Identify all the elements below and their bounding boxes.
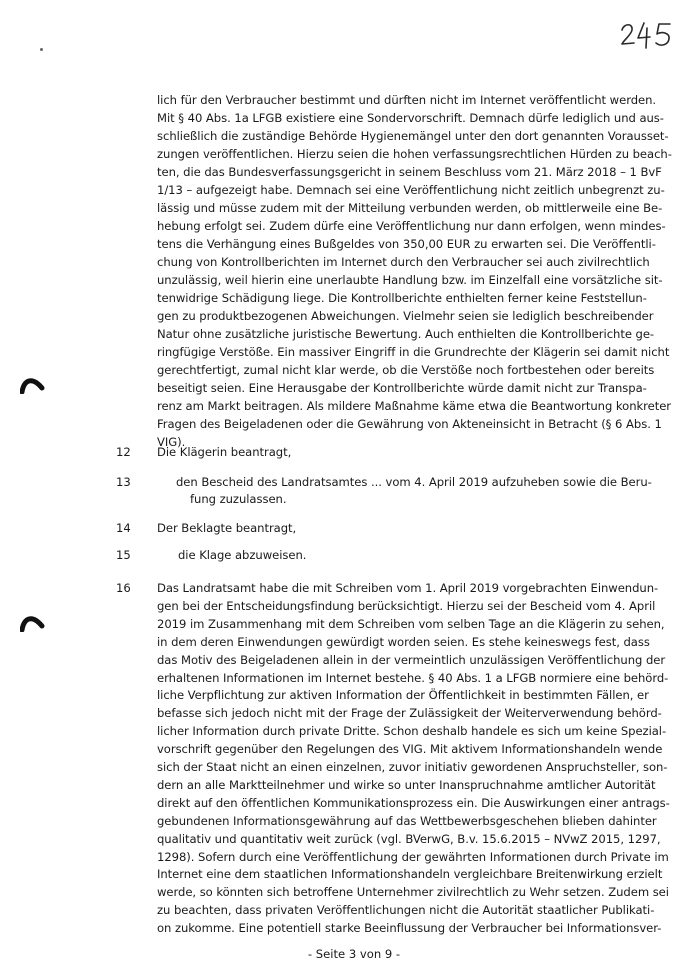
text-line: Natur ohne zusätzliche juristische Bewertung. Auch enthielten die Kontrollberichte ge- bbox=[157, 327, 655, 341]
text-line: Der Beklagte beantragt, bbox=[157, 521, 297, 535]
text-line: vorschrift gegenüber den Regelungen des VIG. Mit aktivem Informationshandeln wende bbox=[157, 742, 663, 757]
text-line: werde, so könnten sich betroffene Unternehmer zivilrechtlich zu Wehr setzen. Zudem sei bbox=[157, 885, 669, 900]
text-line: gerechtfertigt, zumal nicht klar werde, ob die Verstöße noch fortbestehen oder bereits bbox=[157, 363, 655, 377]
text-line: on zukomme. Eine potentiell starke Beeinflussung der Verbraucher bei Informationsver- bbox=[157, 921, 662, 936]
paragraph-number: 16 bbox=[116, 581, 131, 595]
text-line: liche Verpflichtung zur aktiven Information der Öffentlichkeit in bestimmten Fällen, er bbox=[157, 688, 649, 703]
text-line: 1298). Sofern durch eine Veröffentlichung der gewährten Informationen durch Private im bbox=[157, 849, 669, 864]
text-line: direkt auf den öffentlichen Kommunikationsprozess ein. Die Auswirkungen einer antrags- bbox=[157, 795, 670, 810]
text-line: tenwidrige Schädigung liege. Die Kontrollberichte enthielten ferner keine Feststellun- bbox=[157, 291, 647, 305]
text-line: Internet eine dem staatlichen Informationshandeln vergleichbare Breitenwirkung erzielt bbox=[157, 867, 663, 882]
text-line: erhaltenen Informationen im Internet bestehe. § 40 Abs. 1 a LFGB normiere eine behörd- bbox=[157, 670, 669, 685]
text-line: 1/13 – aufgezeigt habe. Demnach sei eine Veröffentlichung nicht zeitlich unbegrenzt zu- bbox=[157, 183, 665, 197]
page-footer: - Seite 3 von 9 - bbox=[307, 947, 401, 961]
text-line: befasse sich jedoch nicht mit der Frage der Zulässigkeit der Weiterverwendung behörd- bbox=[157, 706, 662, 721]
text-line: Fragen des Beigeladenen oder die Gewährung von Akteneinsicht in Betracht (§ 6 Abs. 1 bbox=[157, 417, 662, 431]
text-line: beseitigt seien. Eine Herausgabe der Kontrollberichte würde damit nicht zur Transpa- bbox=[157, 381, 647, 395]
text-line: unzulässig, weil hierin eine unerlaubte Handlung bzw. im Einzelfall eine vorsätzliche sit- bbox=[157, 273, 663, 287]
scan-speck bbox=[40, 48, 43, 51]
text-line: qualitativ und quantitativ weit zurück (vgl. BVerwG, B.v. 15.6.2015 – NVwZ 2015, 1297, bbox=[157, 831, 661, 846]
text-line: tens die Verhängung eines Bußgeldes von 350,00 EUR zu erwarten sei. Die Veröffentli- bbox=[157, 237, 656, 251]
text-line: schließlich die zuständige Behörde Hygienemängel unter den dort genannten Vorausset- bbox=[157, 129, 669, 143]
text-line: 2019 im Zusammenhang mit dem Schreiben vom selben Tage an die Klägerin zu sehen, bbox=[157, 616, 665, 631]
paragraph-number: 12 bbox=[116, 445, 131, 459]
text-line: gebundenen Informationsgewährung auf das Wettbewerbsgeschehen blieben dahinter bbox=[157, 813, 657, 828]
text-line: den Bescheid des Landratsamtes ... vom 4. April 2019 aufzuheben sowie die Beru- bbox=[176, 475, 652, 489]
text-line: Mit § 40 Abs. 1a LFGB existiere eine Sondervorschrift. Demnach dürfe lediglich und aus- bbox=[157, 111, 664, 125]
text-line: gen bei der Entscheidungsfindung berücksichtigt. Hierzu sei der Bescheid vom 4. April bbox=[157, 598, 656, 613]
paragraph-number: 14 bbox=[116, 521, 131, 535]
text-line: ten, die das Bundesverfassungsgericht in seinem Beschluss vom 21. März 2018 – 1 BvF bbox=[157, 165, 662, 179]
text-line: VIG). bbox=[157, 435, 186, 449]
text-line: Die Klägerin beantragt, bbox=[157, 445, 292, 459]
text-line: die Klage abzuweisen. bbox=[178, 548, 307, 562]
text-line: chung von Kontrollberichten im Internet durch den Verbraucher sei auch zivilrechtlich bbox=[157, 255, 650, 269]
handwritten-page-number bbox=[618, 18, 678, 54]
text-line: lich für den Verbraucher bestimmt und dürften nicht im Internet veröffentlicht werden. bbox=[157, 93, 657, 107]
text-line: Das Landratsamt habe die mit Schreiben vom 1. April 2019 vorgebrachten Einwendun- bbox=[157, 581, 659, 595]
text-line: sich der Staat nicht an einen einzelnen, zuvor initiativ gewordenen Anspruchsteller, son- bbox=[157, 760, 668, 774]
text-line: hebung erfolgt sei. Zudem dürfe eine Veröffentlichung nur dann erfolgen, wenn mindes- bbox=[157, 219, 666, 233]
text-line: zungen veröffentlichen. Hierzu seien die hohen verfassungsrechtlichen Hürden zu beach- bbox=[157, 147, 672, 161]
margin-mark-icon bbox=[20, 374, 46, 394]
paragraph-number: 15 bbox=[116, 548, 131, 562]
paragraph-number: 13 bbox=[116, 475, 131, 489]
text-line: licher Information durch private Dritte. Schon deshalb handele es sich um keine Spezial- bbox=[157, 724, 667, 739]
margin-mark-icon bbox=[20, 612, 46, 632]
text-line: renz am Markt beitragen. Als mildere Maßnahme käme etwa die Beantwortung konkreter bbox=[157, 399, 672, 413]
text-line: dern an alle Marktteilnehmer und wirke so unter Inanspruchnahme amtlicher Autorität bbox=[157, 777, 656, 792]
text-line: in dem deren Einwendungen gewürdigt worden seien. Es stehe keineswegs fest, dass bbox=[157, 634, 650, 649]
text-line: gen zu produktbezogenen Abweichungen. Vielmehr seien sie lediglich beschreibender bbox=[157, 309, 654, 323]
text-line: das Motiv des Beigeladenen allein in der vermeintlich unzulässigen Veröffentlichung der bbox=[157, 652, 666, 667]
text-line: zu beachten, dass privaten Veröffentlichungen nicht die Autorität staatlicher Publikati- bbox=[157, 903, 655, 918]
text-line: lässig und müsse zudem mit der Mitteilung verbunden werden, ob mittlerweile eine Be- bbox=[157, 201, 663, 215]
text-line: ringfügige Verstöße. Ein massiver Eingriff in die Grundrechte der Klägerin sei damit nicht bbox=[157, 345, 670, 359]
text-line: fung zuzulassen. bbox=[190, 492, 287, 506]
